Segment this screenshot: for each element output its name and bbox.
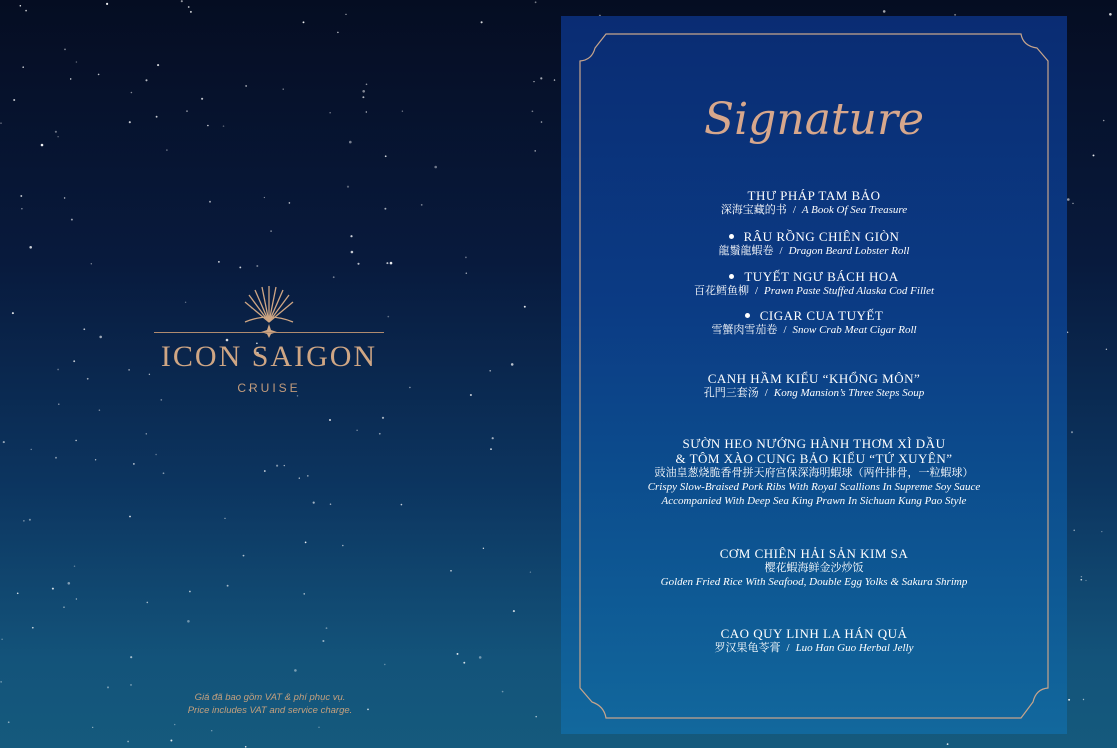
star [502,691,504,693]
star [71,219,73,221]
star [98,74,100,76]
star [463,662,465,664]
star [284,465,285,466]
star [64,49,66,51]
star [12,312,14,314]
star [434,166,437,169]
star [64,197,65,198]
star [554,79,555,80]
star [1085,580,1086,581]
star [209,201,211,203]
star [540,77,542,79]
star [73,360,75,362]
star [245,85,246,86]
star [490,448,492,450]
star [174,724,175,725]
star [145,79,147,81]
star [58,404,59,405]
star [401,504,403,506]
star [333,276,335,278]
star [347,186,349,188]
star [307,475,309,477]
brand-name: ICON SAIGON [160,340,378,373]
star [189,591,191,593]
star [450,570,452,572]
star [382,417,384,419]
star [41,144,44,147]
star [402,110,403,111]
star [511,363,514,366]
star [76,61,78,63]
star [1080,579,1082,581]
star [130,656,132,658]
star [390,262,393,265]
star [386,262,388,264]
star [541,121,543,123]
star [32,627,34,629]
star [127,741,129,743]
star [342,545,344,547]
star [99,336,102,339]
star [0,681,1,682]
star [23,520,24,521]
star [530,571,531,572]
star [465,257,467,259]
star [57,136,58,137]
star [130,684,132,686]
star [303,21,305,23]
star [351,251,354,254]
star [535,1,537,3]
brand-subtitle: CRUISE [237,381,301,395]
star [337,32,339,34]
star [8,721,10,723]
dish-item: CƠM CHIÊN HẢI SẢN KIM SA 樱花蝦海鲜金沙炒饭 Golden Fried Rice With Seafood, Double Egg Yolks & Sakura Shrimp [660,546,968,588]
star [356,430,357,431]
star [129,516,131,518]
star [457,653,459,655]
star [379,433,381,435]
star [224,518,225,519]
star [305,542,307,544]
star [239,266,241,268]
star [1109,13,1112,16]
star [330,503,332,505]
star [883,10,886,13]
star [470,394,472,396]
star [366,83,368,85]
star [947,743,949,745]
bullet-icon [745,313,750,318]
star [227,585,229,587]
star [31,449,32,450]
star [25,10,27,12]
dish-item: CAO QUY LINH LA HÁN QUẢ 罗汉果龟苓膏 / Luo Han Guo Herbal Jelly [714,626,914,654]
star [329,419,331,421]
star [384,208,386,210]
star [95,459,96,460]
price-note [150,691,390,717]
star [1067,198,1070,201]
star [1101,531,1102,532]
star [106,3,108,5]
star [57,369,59,371]
star [83,328,85,330]
star [29,519,31,521]
star [366,111,367,112]
star [91,263,92,264]
star [52,588,54,590]
star [133,463,135,465]
star [357,263,359,265]
star [385,155,387,157]
star [146,433,147,434]
star [87,378,89,380]
star [1072,203,1073,204]
star [492,437,494,439]
star [187,620,190,623]
star [63,607,64,608]
star [326,627,328,629]
star [22,66,24,68]
bullet-icon [729,274,734,279]
star [481,21,483,23]
bullet-icon [729,234,734,239]
star [276,465,278,467]
star [256,265,258,267]
dish-item: THƯ PHÁP TAM BẢO 深海宝藏的书 / A Book Of Sea Treasure [720,188,908,216]
star [156,116,158,118]
star [524,306,526,308]
crescent-moon-icon [205,90,335,200]
star [384,664,385,665]
star [76,598,77,599]
star [128,369,130,371]
star [166,149,167,150]
star [55,457,57,459]
star [29,246,32,249]
star [1081,576,1082,577]
star [129,121,131,123]
star [190,11,192,13]
star [20,5,22,7]
star [245,746,247,748]
star [1073,530,1075,532]
dish-item: RÂU RỒNG CHIÊN GIÒN 龍鬚龍蝦卷 / Dragon Beard Lobster Roll [718,229,910,257]
star [534,150,536,152]
star [211,730,212,731]
star [345,14,346,15]
star [1083,699,1084,700]
star [17,592,19,594]
star [350,235,352,237]
star [349,141,352,144]
star [533,81,534,82]
star [188,6,190,8]
star [1106,349,1107,350]
star [535,716,537,718]
star [99,409,101,411]
star [146,602,148,604]
star [74,566,75,567]
star [218,261,220,263]
star [466,273,467,274]
star [489,370,491,372]
star [362,90,365,93]
star [1,639,2,640]
dish-item: SƯỜN HEO NƯỚNG HÀNH THƠM XÌ DẦU & TÔM XÀO CUNG BẢO KIỂU “TỨ XUYÊN” 豉油皇葱烧脆香骨拼天府宫保深海明蝦球（两件排骨，一粒蝦球） Crispy Slow-Braised Pork Ribs With Royal Scallions In Supreme Soy Sauce Accompanied With Deep Sea King Prawn In Sichuan Kung Pao Style [647,436,981,507]
price-note-vi: Giá đã bao gồm VAT & phí phục vụ. [194,692,346,703]
star [170,740,172,742]
star [21,208,22,209]
brand-logo [150,282,388,402]
star [0,122,1,123]
star [1068,699,1070,701]
star [270,230,272,232]
star [409,387,410,388]
star [157,64,159,66]
star [1071,431,1073,433]
star [131,92,133,94]
star [304,593,305,594]
menu-title: Signature [703,94,925,145]
star [163,472,165,474]
star [479,656,482,659]
sunburst-icon [239,282,299,338]
star [75,440,76,441]
star [186,110,188,112]
star [201,98,203,100]
star [322,640,324,642]
dish-item: TUYẾT NGƯ BÁCH HOA 百花鳕鱼柳 / Prawn Paste Stuffed Alaska Cod Fillet [693,269,935,297]
star [243,555,245,557]
star [264,470,266,472]
star [3,441,5,443]
star [20,195,22,197]
star [107,686,109,688]
star [1103,120,1105,122]
star [155,454,157,456]
star [1093,154,1095,156]
price-note-en: Price includes VAT and service charge. [187,705,353,716]
dish-item: CIGAR CUA TUYẾT 雪蟹肉雪茄卷 / Snow Crab Meat Cigar Roll [711,308,917,336]
star [362,96,364,98]
star [68,582,71,585]
star [92,727,93,728]
star [299,477,300,478]
star [55,131,57,133]
star [289,202,291,204]
star [313,502,315,504]
star [513,610,515,612]
star [181,0,183,2]
star [532,110,534,112]
star [483,548,484,549]
star [318,727,319,728]
menu-panel [561,16,1067,734]
star [294,669,297,672]
star [421,204,423,206]
star [13,99,15,101]
star [70,78,71,79]
dish-item: CANH HẦM KIỂU “KHỔNG MÔN” 孔門三套汤 / Kong Mansion’s Three Steps Soup [703,371,925,399]
